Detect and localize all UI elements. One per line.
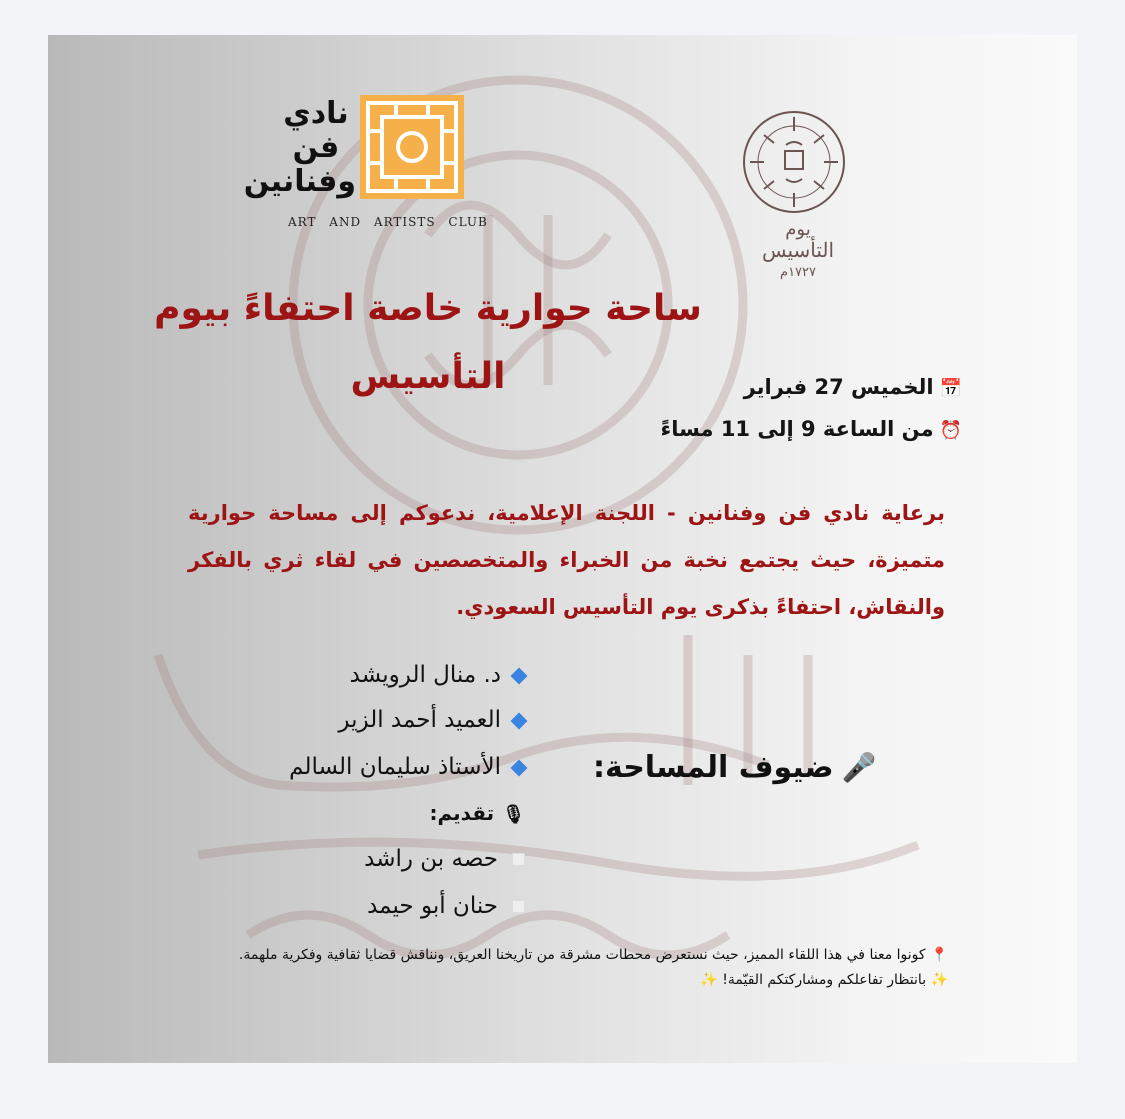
guest-item bbox=[350, 662, 525, 688]
blue-diamond-icon bbox=[511, 667, 528, 684]
pin-icon: 📍 bbox=[930, 947, 948, 963]
sparkles-icon: ✨ bbox=[930, 972, 948, 988]
foundation-logo-line3: ١٧٢٧م bbox=[780, 265, 816, 280]
guest-name: د. منال الرويشد bbox=[349, 662, 501, 688]
presenter-name: حنان أبو حيمد bbox=[367, 893, 498, 919]
closing-line-1 bbox=[168, 943, 948, 968]
guest-name: الأستاذ سليمان السالم bbox=[289, 754, 501, 780]
presenters-label-text: تقديم: bbox=[429, 801, 495, 825]
guest-item bbox=[289, 754, 525, 780]
event-description: برعاية نادي فن وفنانين - اللجنة الإعلامية، ندعوكم إلى مساحة حوارية متميزة، حيث يجتمع نخبة من الخبراء والمتخصصين في لقاء ثري بالفكر والنقاش، احتفاءً بذكرى يوم التأسيس السعودي. bbox=[188, 501, 945, 619]
event-time-text: من الساعة 9 إلى 11 مساءً bbox=[660, 417, 934, 441]
club-name-line: وفنانين bbox=[243, 164, 356, 199]
club-logo-mark bbox=[360, 95, 464, 199]
microphone-icon: 🎤 bbox=[841, 751, 877, 784]
club-english-name: ART AND ARTISTS CLUB bbox=[288, 215, 488, 229]
guests-heading-text: ضيوف المساحة: bbox=[593, 750, 834, 785]
blue-diamond-icon bbox=[511, 759, 528, 776]
closing-line-2-text: بانتظار تفاعلكم ومشاركتكم القيّمة! bbox=[722, 972, 927, 988]
guests-heading bbox=[593, 750, 876, 785]
white-square-icon bbox=[512, 900, 525, 913]
calendar-icon: 📅 bbox=[939, 378, 962, 399]
club-logo bbox=[243, 95, 488, 235]
event-poster bbox=[48, 35, 1077, 1063]
foundation-logo-line1: يوم bbox=[785, 219, 811, 240]
event-time bbox=[661, 417, 963, 441]
closing-line-1-text: كونوا معنا في هذا اللقاء المميز، حيث نستعرض محطات مشرقة من تاريخنا العريق، ونناقش قضايا ثقافية وفكرية ملهمة. bbox=[238, 947, 926, 963]
event-date-text: الخميس 27 فبراير bbox=[743, 375, 934, 399]
club-name-line: نادي bbox=[283, 96, 349, 131]
guest-name: العميد أحمد الزير bbox=[338, 707, 501, 733]
studio-microphone-icon: 🎙 bbox=[502, 804, 525, 825]
closing-message bbox=[168, 943, 948, 993]
blue-diamond-icon bbox=[511, 712, 528, 729]
presenters-label bbox=[429, 801, 525, 825]
white-square-icon bbox=[512, 853, 525, 866]
guest-item bbox=[338, 707, 525, 733]
presenter-item bbox=[367, 893, 525, 919]
foundation-day-logo bbox=[738, 105, 858, 280]
event-title: ساحة حوارية خاصة احتفاءً بيوم التأسيس bbox=[154, 288, 702, 397]
club-name-line: فن bbox=[292, 130, 340, 165]
presenter-name: حصه بن راشد bbox=[364, 846, 498, 872]
sparkles-icon: ✨ bbox=[700, 972, 718, 988]
foundation-logo-line2: التأسيس bbox=[761, 238, 835, 262]
event-date bbox=[744, 375, 962, 399]
club-arabic-name bbox=[243, 96, 356, 199]
presenter-item bbox=[364, 846, 525, 872]
alarm-clock-icon: ⏰ bbox=[939, 420, 962, 441]
closing-line-2 bbox=[168, 968, 948, 993]
